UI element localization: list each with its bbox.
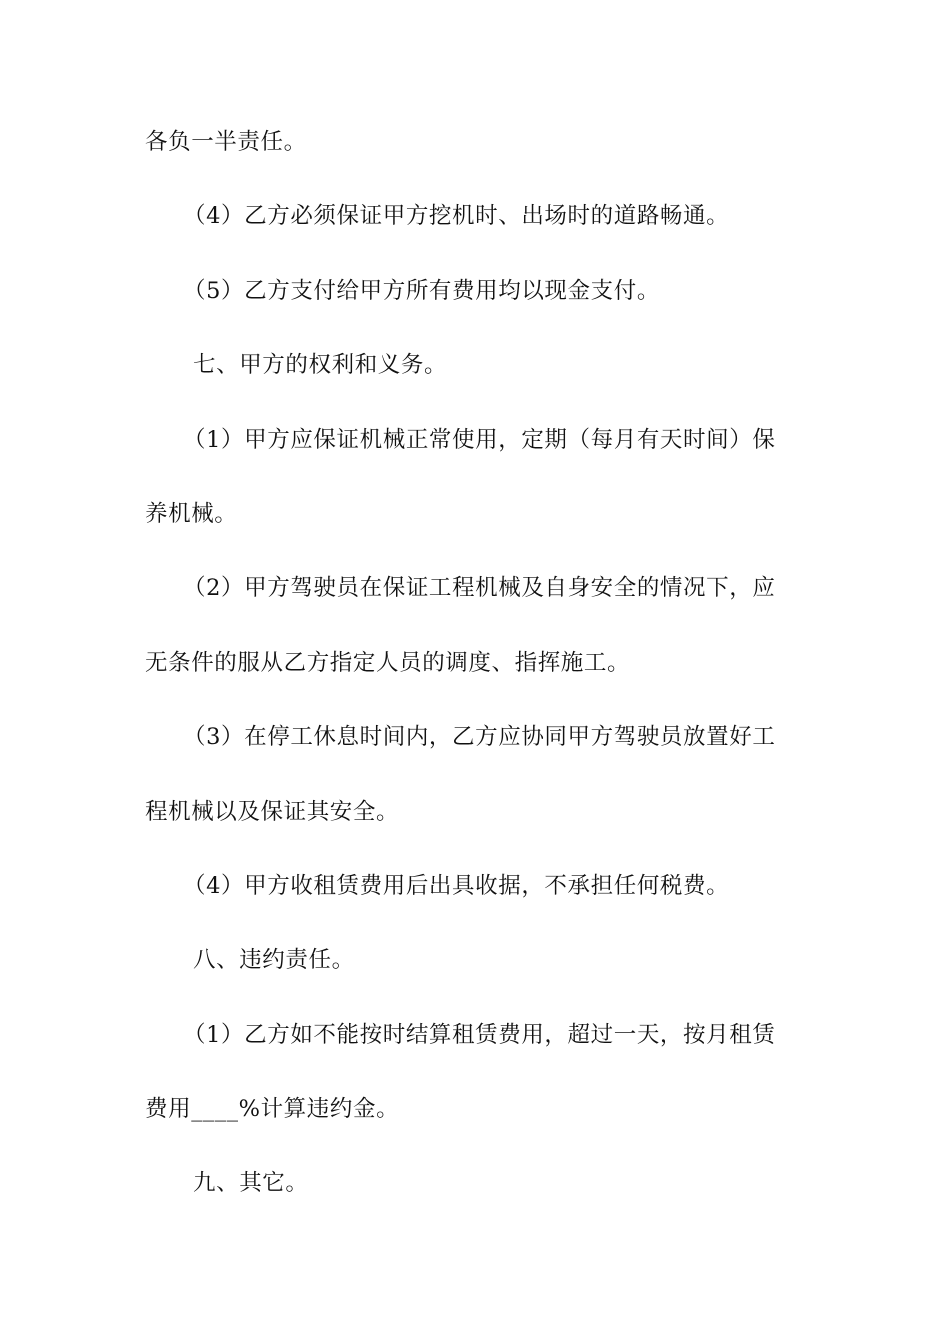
- paragraph-line: 程机械以及保证其安全。: [145, 798, 400, 825]
- paragraph-line: 费用____%计算违约金。: [145, 1096, 400, 1123]
- paragraph-line: （4）甲方收租赁费用后出具收据，不承担任何税费。: [183, 872, 730, 899]
- paragraph-line: 无条件的服从乙方指定人员的调度、指挥施工。: [145, 649, 631, 676]
- paragraph-line: （5）乙方支付给甲方所有费用均以现金支付。: [183, 277, 660, 304]
- paragraph-line: （1）乙方如不能按时结算租赁费用，超过一天，按月租赁: [183, 1021, 776, 1048]
- document-body: [145, 131, 810, 1247]
- paragraph-line: 各负一半责任。: [145, 129, 307, 155]
- paragraph-line: （3）在停工休息时间内，乙方应协同甲方驾驶员放置好工: [183, 724, 776, 751]
- paragraph-line: （1）甲方应保证机械正常使用，定期（每月有天时间）保: [183, 426, 776, 453]
- paragraph-line: 养机械。: [145, 500, 238, 527]
- section-heading: 八、违约责任。: [193, 947, 355, 974]
- section-heading: 九、其它。: [193, 1170, 309, 1197]
- section-heading: 七、甲方的权利和义务。: [193, 352, 448, 379]
- paragraph-line: （2）甲方驾驶员在保证工程机械及自身安全的情况下，应: [183, 575, 776, 602]
- paragraph-line: （4）乙方必须保证甲方挖机时、出场时的道路畅通。: [183, 203, 730, 230]
